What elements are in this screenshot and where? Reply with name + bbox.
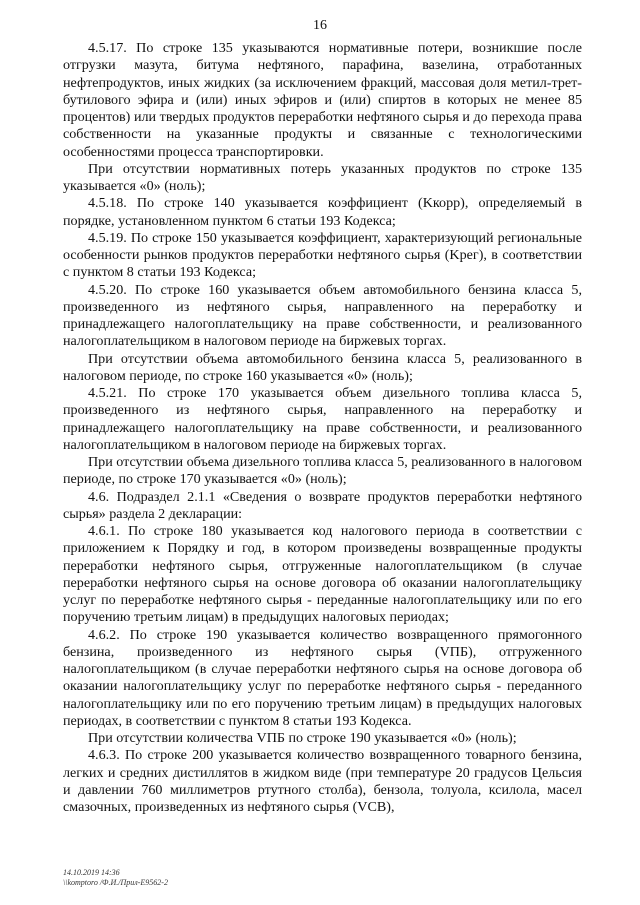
- footer-file-path: \\komptoro /Ф.И./Прил-Е9562-2: [63, 878, 168, 887]
- document-body: [63, 40, 582, 816]
- paragraph: 4.5.20. По строке 160 указывается объем автомобильного бензина класса 5, произведенного из нефтяного сырья, направленного на переработку и принадлежащего налогоплательщику на праве собственности, и реализованного налогоплательщиком в налоговом периоде на биржевых торгах.: [63, 281, 582, 350]
- paragraph: 4.5.19. По строке 150 указывается коэффициент, характеризующий региональные особенности рынков продуктов переработки нефтяного сырья (Kрег), в соответствии с пунктом 8 статьи 193 Кодекса;: [63, 229, 582, 281]
- paragraph: При отсутствии объема дизельного топлива класса 5, реализованного в налоговом периоде, по строке 170 указывается «0» (ноль);: [63, 454, 583, 488]
- paragraph: 4.5.17. По строке 135 указываются нормативные потери, возникшие после отгрузки мазута, битума нефтяного, парафина, вазелина, отработанных нефтепродуктов, иных жидких (за исключением фракций, массовая доля метил-трет-бутилового эфира и (или) иных эфиров и (или) спиртов в которых не менее 85 процентов) или твердых продуктов переработки нефтяного сырья и до перехода права собственности на указанные продукты и связанные с технологическими особенностями процесса транспортировки.: [63, 40, 582, 160]
- paragraph: 4.6.3. По строке 200 указывается количество возвращенного товарного бензина, легких и средних дистиллятов в жидком виде (при температуре 20 градусов Цельсия и давлении 760 миллиметров ртутного столба), бензола, толуола, ксилола, масел смазочных, произведенных из нефтяного сырья (VСВ),: [63, 747, 582, 815]
- paragraph: При отсутствии количества VПБ по строке 190 указывается «0» (ноль);: [88, 730, 517, 746]
- footer-timestamp: 14.10.2019 14:36: [63, 868, 120, 877]
- paragraph: При отсутствии нормативных потерь указанных продуктов по строке 135 указывается «0» (ноль);: [63, 160, 582, 194]
- page-number: 16: [313, 18, 327, 33]
- paragraph: 4.6.1. По строке 180 указывается код налогового периода в соответствии с приложением к Порядку и год, в котором произведены возвращенные продукты переработки нефтяного сырья, отгруженные налогоплательщиком (в случае переработки нефтяного сырья на основе договора об оказании налогоплательщику услуг по переработке нефтяного сырья - переданные налогоплательщику или по его поручению третьим лицам) в предыдущих налоговых периодах;: [63, 523, 582, 626]
- paragraph: 4.6. Подраздел 2.1.1 «Сведения о возврате продуктов переработки нефтяного сырья» раздела 2 декларации:: [63, 488, 582, 522]
- paragraph: При отсутствии объема автомобильного бензина класса 5, реализованного в налоговом периоде, по строке 160 указывается «0» (ноль);: [63, 350, 582, 384]
- document-footer: [63, 868, 168, 888]
- paragraph: 4.5.18. По строке 140 указывается коэффициент (Kкорр), определяемый в порядке, установленном пунктом 6 статьи 193 Кодекса;: [63, 195, 582, 229]
- paragraph: 4.6.2. По строке 190 указывается количество возвращенного прямогонного бензина, произведенного из нефтяного сырья (VПБ), отгруженного налогоплательщиком (в случае переработки нефтяного сырья на основе договора об оказании налогоплательщику услуг по переработке нефтяного сырья - переданного налогоплательщику или по его поручению третьим лицам) в предыдущих налоговых периодах, в соответствии с пунктом 8 статьи 193 Кодекса.: [63, 626, 582, 729]
- paragraph: 4.5.21. По строке 170 указывается объем дизельного топлива класса 5, произведенного из нефтяного сырья, направленного на переработку и принадлежащего налогоплательщику на праве собственности, и реализованного налогоплательщиком в налоговом периоде на биржевых торгах.: [63, 385, 582, 453]
